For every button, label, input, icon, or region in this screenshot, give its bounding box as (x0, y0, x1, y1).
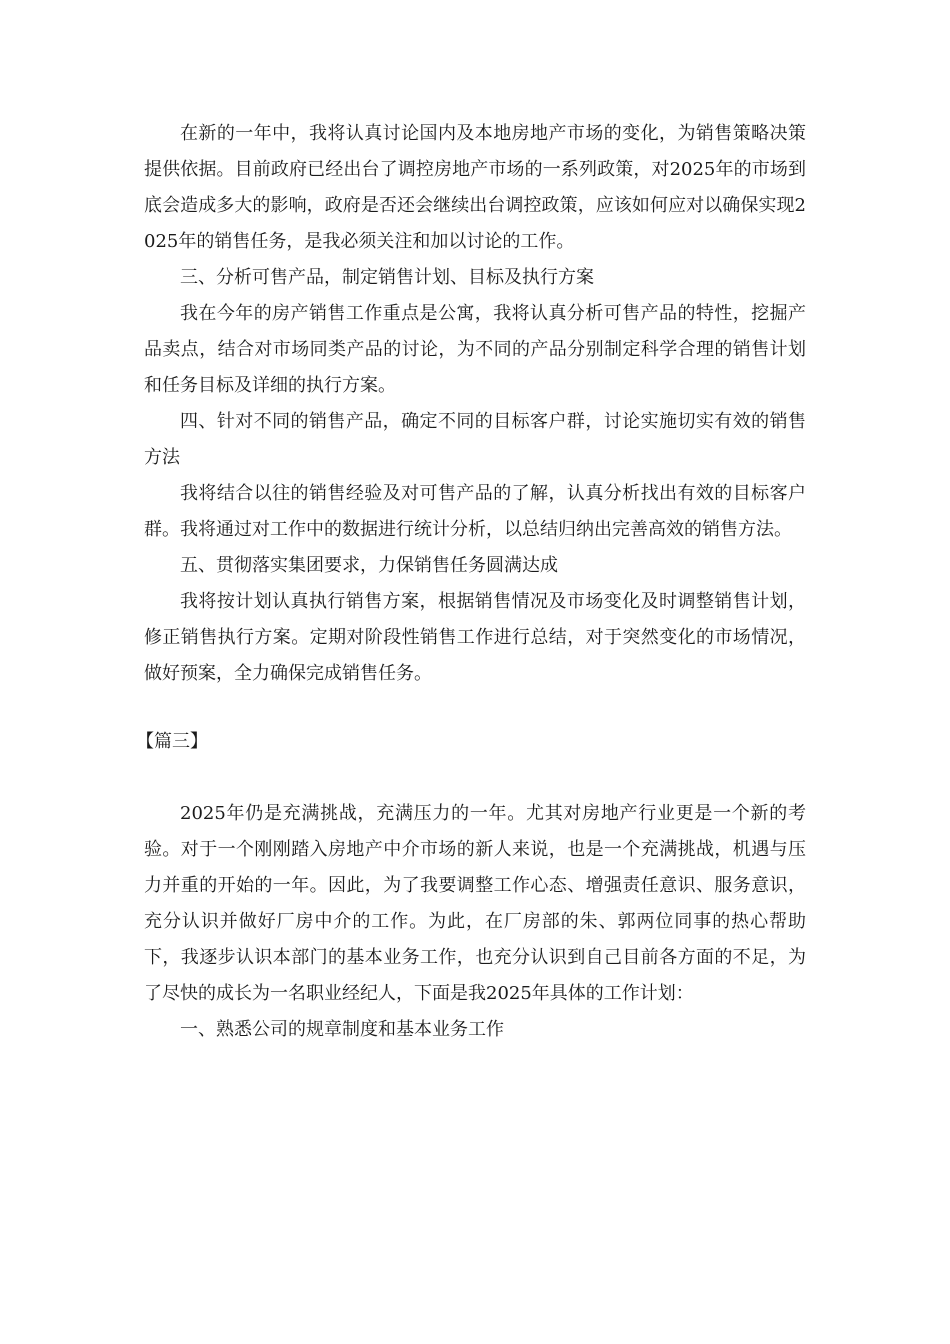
paragraph-target-customers: 我将结合以往的销售经验及对可售产品的了解，认真分析找出有效的目标客户群。我将通过对工作中的数据进行统计分析，以总结归纳出完善高效的销售方法。 (144, 483, 806, 540)
section-marker-part-three: 【篇三】 (136, 731, 208, 752)
spacer (144, 692, 806, 724)
heading-section-five: 五、贯彻落实集团要求，力保销售任务圆满达成 (180, 555, 558, 576)
paragraph-execution-plan: 我将按计划认真执行销售方案，根据销售情况及市场变化及时调整销售计划，修正销售执行方案。定期对阶段性销售工作进行总结，对于突然变化的市场情况，做好预案，全力确保完成销售任务。 (144, 591, 806, 684)
paragraph-product-analysis: 我在今年的房产销售工作重点是公寓，我将认真分析可售产品的特性，挖掘产品卖点，结合对市场同类产品的讨论，为不同的产品分别制定科学合理的销售计划和任务目标及详细的执行方案。 (144, 303, 806, 396)
paragraph-intro-2025: 2025年仍是充满挑战，充满压力的一年。尤其对房地产行业更是一个新的考验。对于一个刚刚踏入房地产中介市场的新人来说，也是一个充满挑战，机遇与压力并重的开始的一年。因此，为了我要调整工作心态、增强责任意识、服务意识，充分认识并做好厂房中介的工作。为此，在厂房部的朱、郭两位同事的热心帮助下，我逐步认识本部门的基本业务工作，也充分认识到自己目前各方面的不足，为了尽快的成长为一名职业经纪人，下面是我2025年具体的工作计划： (144, 803, 806, 1004)
heading-section-four: 四、针对不同的销售产品，确定不同的目标客户群，讨论实施切实有效的销售方法 (144, 411, 806, 468)
heading-section-one: 一、熟悉公司的规章制度和基本业务工作 (180, 1019, 504, 1040)
spacer (144, 760, 806, 796)
heading-section-three: 三、分析可售产品，制定销售计划、目标及执行方案 (180, 267, 594, 288)
paragraph-market-research: 在新的一年中，我将认真讨论国内及本地房地产市场的变化，为销售策略决策提供依据。目前政府已经出台了调控房地产市场的一系列政策，对2025年的市场到底会造成多大的影响，政府是否还会继续出台调控政策，应该如何应对以确保实现2025年的销售任务，是我必须关注和加以讨论的工作。 (144, 123, 806, 252)
document-page (136, 116, 806, 1048)
